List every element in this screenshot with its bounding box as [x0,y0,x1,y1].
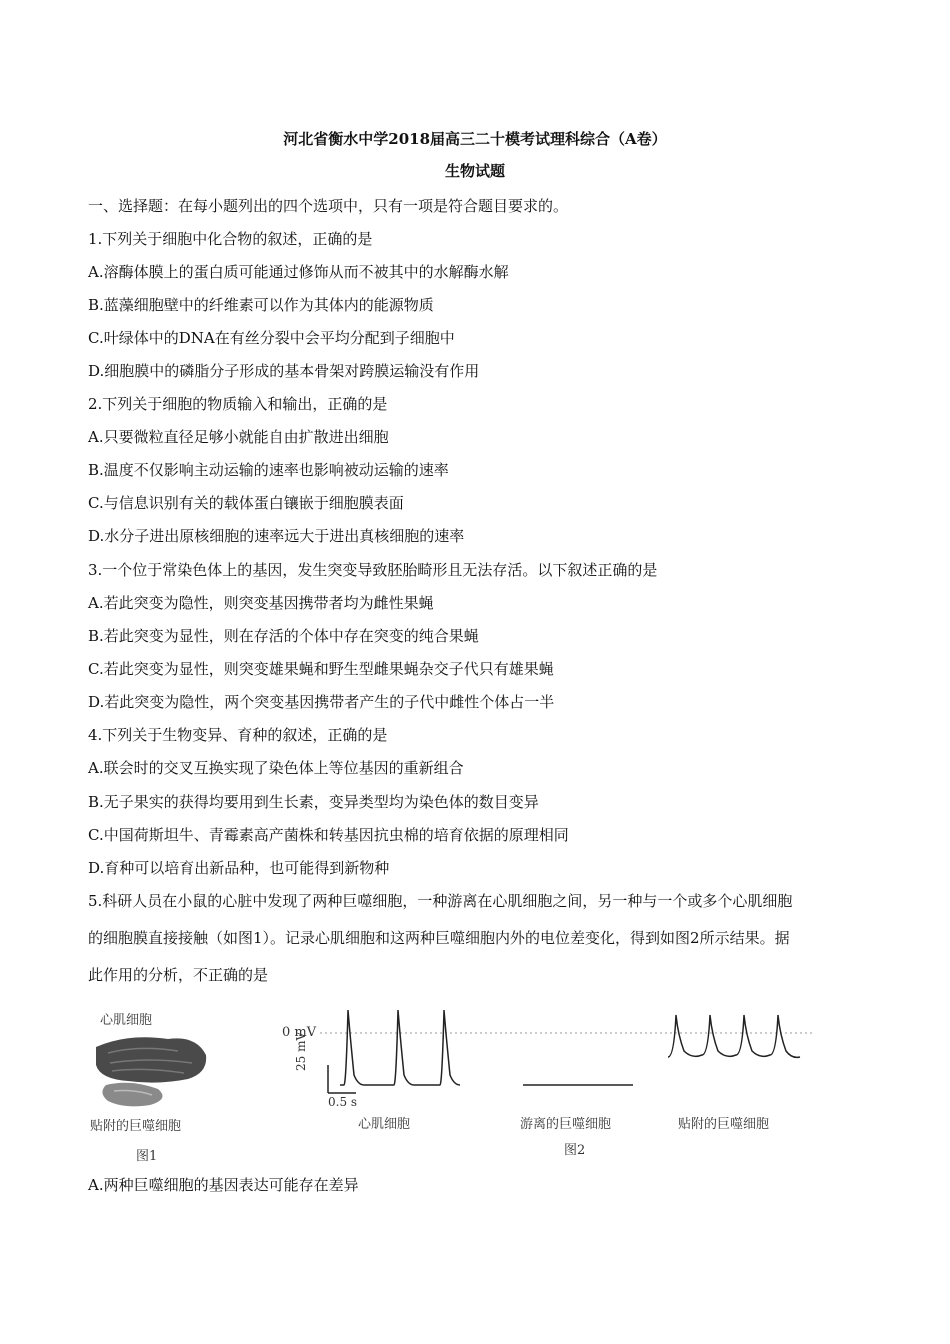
y-scale-label: 25 mV [294,1031,308,1071]
figure-1-caption: 图1 [136,1149,158,1164]
page-subtitle: 生物试题 [444,162,505,180]
question-5-stem-line-2: 的细胞膜直接接触（如图1）。记录心肌细胞和这两种巨噬细胞内外的电位差变化，得到如图2所示结果。据 [88,929,790,947]
question-3-option-c: C.若此突变为显性，则突变雄果蝇和野生型雌果蝇杂交子代只有雄果蝇 [88,660,554,678]
figure-2-caption: 图2 [564,1143,586,1158]
question-5-figure [88,1005,818,1165]
question-3-stem: 3.一个位于常染色体上的基因，发生突变导致胚胎畸形且无法存活。以下叙述正确的是 [88,561,658,579]
question-1-option-a: A.溶酶体膜上的蛋白质可能通过修饰从而不被其中的水解酶水解 [88,263,509,281]
question-4-option-a: A.联会时的交叉互换实现了染色体上等位基因的重新组合 [88,759,464,777]
section-heading: 一、选择题：在每小题列出的四个选项中，只有一项是符合题目要求的。 [88,197,569,215]
trace-label-free-macrophage: 游离的巨噬细胞 [520,1117,612,1132]
question-1-stem: 1.下列关于细胞中化合物的叙述，正确的是 [88,230,373,248]
question-2-option-c: C.与信息识别有关的载体蛋白镶嵌于细胞膜表面 [88,494,404,512]
question-2-option-d: D.水分子进出原核细胞的速率远大于进出真核细胞的速率 [88,527,465,545]
x-scale-label: 0.5 s [328,1095,358,1109]
cardiomyocyte-trace [340,1010,460,1085]
question-4-option-c: C.中国荷斯坦牛、青霉素高产菌株和转基因抗虫棉的培育依据的原理相同 [88,826,569,844]
question-1-option-c: C.叶绿体中的DNA在有丝分裂中会平均分配到子细胞中 [88,329,455,347]
question-3-option-b: B.若此突变为显性，则在存活的个体中存在突变的纯合果蝇 [88,627,479,645]
macrophage-shape [102,1083,162,1107]
trace-label-attached-macrophage: 贴附的巨噬细胞 [678,1117,770,1132]
attached-macrophage-trace [668,1015,800,1057]
question-1-option-d: D.细胞膜中的磷脂分子形成的基本骨架对跨膜运输没有作用 [88,362,480,380]
figure-1-bottom-label: 贴附的巨噬细胞 [90,1119,182,1134]
trace-label-cardiomyocyte: 心肌细胞 [358,1117,411,1132]
question-2-stem: 2.下列关于细胞的物质输入和输出，正确的是 [88,395,388,413]
question-4-stem: 4.下列关于生物变异、育种的叙述，正确的是 [88,726,388,744]
question-5-option-a: A.两种巨噬细胞的基因表达可能存在差异 [88,1176,359,1194]
question-5-stem-line-3: 此作用的分析，不正确的是 [88,966,269,984]
zero-mv-label: 0 mV [282,1025,317,1040]
question-2-option-b: B.温度不仅影响主动运输的速率也影响被动运输的速率 [88,461,449,479]
cell-photo [96,1037,206,1106]
question-3-option-d: D.若此突变为隐性，两个突变基因携带者产生的子代中雌性个体占一半 [88,693,555,711]
figure-1-top-label: 心肌细胞 [100,1013,153,1028]
question-4-option-d: D.育种可以培育出新品种，也可能得到新物种 [88,859,390,877]
question-5-stem-line-1: 5.科研人员在小鼠的心脏中发现了两种巨噬细胞，一种游离在心肌细胞之间，另一种与一个或多个心肌细胞 [88,892,793,910]
question-4-option-b: B.无子果实的获得均要用到生长素，变异类型均为染色体的数目变异 [88,793,539,811]
question-1-option-b: B.蓝藻细胞壁中的纤维素可以作为其体内的能源物质 [88,296,434,314]
question-2-option-a: A.只要微粒直径足够小就能自由扩散进出细胞 [88,428,389,446]
figure-drawing [88,1005,818,1165]
question-3-option-a: A.若此突变为隐性，则突变基因携带者均为雌性果蝇 [88,594,434,612]
page-title: 河北省衡水中学2018届高三二十模考试理科综合（A卷） [283,130,667,148]
